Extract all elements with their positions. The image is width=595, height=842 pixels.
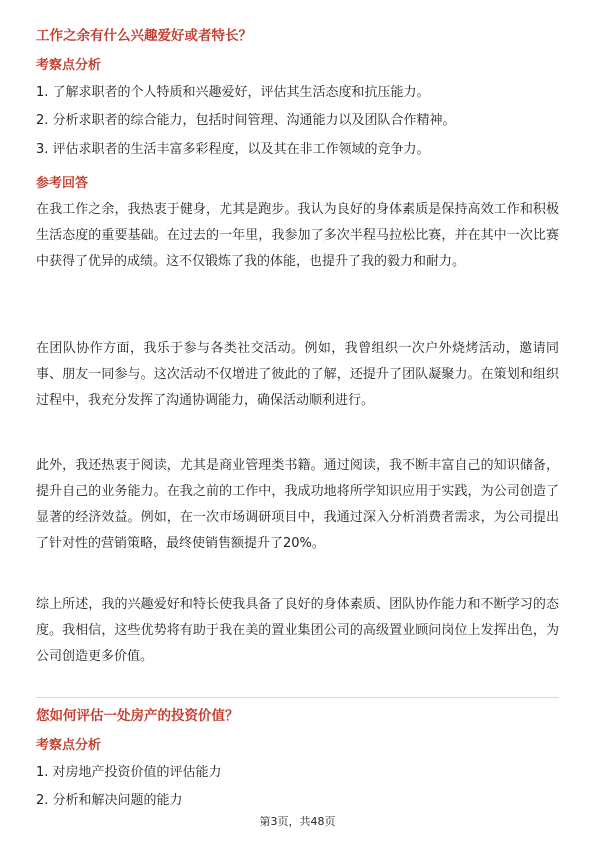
q1-analysis-item-2: 2. 分析求职者的综合能力，包括时间管理、沟通能力以及团队合作精神。 xyxy=(36,113,456,128)
question-1-title: 工作之余有什么兴趣爱好或者特长？ xyxy=(36,28,252,44)
answer-paragraph-4: 综上所述，我的兴趣爱好和特长使我具备了良好的身体素质、团队协作能力和不断学习的态度。我相信，这些优势将有助于我在美的置业集团公司的高级置业顾问岗位上发挥出色，为公司创造更多价值。 xyxy=(36,597,559,664)
q2-analysis-item-2: 2. 分析和解决问题的能力 xyxy=(36,793,183,808)
answer-paragraph-1: 在我工作之余，我热衷于健身，尤其是跑步。我认为良好的身体素质是保持高效工作和积极生活态度的重要基础。在过去的一年里，我参加了多次半程马拉松比赛，并在其中一次比赛中获得了优异的成绩。这不仅锻炼了我的体能，也提升了我的毅力和耐力。 xyxy=(36,202,559,269)
section-divider xyxy=(36,697,559,698)
answer-paragraph-3: 此外，我还热衷于阅读，尤其是商业管理类书籍。通过阅读，我不断丰富自己的知识储备，提升自己的业务能力。在我之前的工作中，我成功地将所学知识应用于实践，为公司创造了显著的经济效益。例如，在一次市场调研项目中，我通过深入分析消费者需求，为公司提出了针对性的营销策略，最终使销售额提升了20%。 xyxy=(36,458,559,551)
page-number: 第3页，共48页 xyxy=(259,815,336,828)
answer-paragraph-2: 在团队协作方面，我乐于参与各类社交活动。例如，我曾组织一次户外烧烤活动，邀请同事、朋友一同参与。这次活动不仅增进了彼此的了解，还提升了团队凝聚力。在策划和组织过程中，我充分发挥了沟通协调能力，确保活动顺利进行。 xyxy=(36,341,559,408)
q2-analysis-item-1: 1. 对房地产投资价值的评估能力 xyxy=(36,765,222,780)
question-2-title: 您如何评估一处房产的投资价值？ xyxy=(36,708,239,724)
q1-answer-heading: 参考回答 xyxy=(36,176,89,191)
q1-analysis-heading: 考察点分析 xyxy=(36,58,102,73)
q1-analysis-item-1: 1. 了解求职者的个人特质和兴趣爱好，评估其生活态度和抗压能力。 xyxy=(36,85,430,100)
q1-analysis-item-3: 3. 评估求职者的生活丰富多彩程度，以及其在非工作领域的竞争力。 xyxy=(36,142,430,157)
q2-analysis-heading: 考察点分析 xyxy=(36,738,102,753)
